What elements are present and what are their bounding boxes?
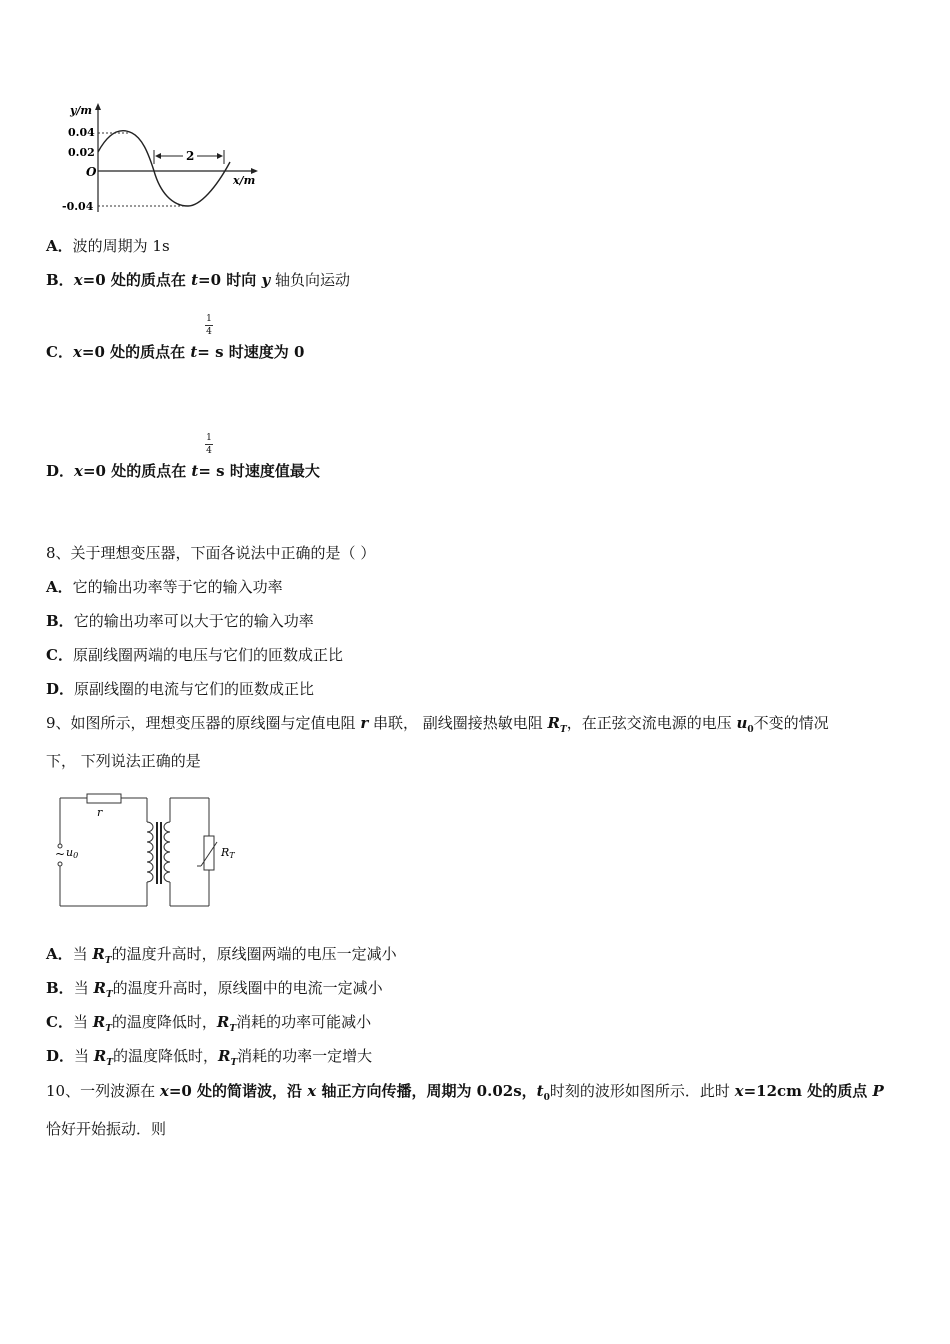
text-part: = bbox=[197, 343, 210, 361]
wave-graph bbox=[60, 100, 270, 218]
option-text: 波的周期为 1s bbox=[72, 237, 170, 255]
option-text: 的温度降低时， bbox=[111, 1013, 217, 1031]
var-t: t bbox=[191, 462, 199, 480]
subscript: T bbox=[105, 990, 113, 1000]
var-x: x bbox=[72, 343, 82, 361]
resistor-r bbox=[87, 794, 121, 803]
denominator: 4 bbox=[206, 327, 212, 337]
var-t: t bbox=[191, 271, 199, 289]
subscript: T bbox=[106, 1058, 113, 1068]
var-R: R bbox=[547, 714, 561, 732]
source-tilde: ~ bbox=[55, 847, 66, 861]
var-R: R bbox=[92, 945, 105, 963]
text-part: 当 bbox=[72, 1013, 93, 1031]
option-letter: D． bbox=[46, 680, 75, 698]
option-letter: D． bbox=[46, 462, 75, 480]
q9-option-c bbox=[46, 1012, 371, 1039]
numerator: 1 bbox=[206, 314, 212, 324]
q10-stem bbox=[46, 1081, 884, 1108]
q8-option-b bbox=[46, 611, 314, 631]
var-u: u bbox=[736, 714, 748, 732]
var-x: x bbox=[734, 1082, 744, 1100]
q7-option-a bbox=[46, 236, 170, 256]
text-part: 串联， 副线圈接热敏电阻 bbox=[368, 714, 548, 732]
text-part: 轴正方向传播，周期为 0.02s， bbox=[316, 1082, 537, 1100]
primary-coil bbox=[147, 822, 153, 882]
source-label: u0 bbox=[66, 846, 79, 860]
distance-arrow-left bbox=[155, 153, 161, 159]
q8-stem: 8、关于理想变压器，下面各说法中正确的是（ ） bbox=[46, 544, 376, 562]
option-letter: B． bbox=[46, 979, 74, 997]
var-P: P bbox=[872, 1082, 884, 1100]
q8-option-a bbox=[46, 577, 283, 597]
text-part: =0 处的质点在 bbox=[82, 271, 192, 289]
text-part: 时刻的波形如图所示．此时 bbox=[549, 1082, 735, 1100]
q9-option-d bbox=[46, 1046, 372, 1073]
var-t: t bbox=[536, 1082, 544, 1100]
text-part: 当 bbox=[72, 945, 93, 963]
source-terminal-bottom bbox=[58, 862, 62, 866]
numerator: 1 bbox=[206, 433, 212, 443]
var-R: R bbox=[93, 979, 106, 997]
text-part: =12cm 处的质点 bbox=[743, 1082, 873, 1100]
text-part: 当 bbox=[74, 1047, 94, 1065]
var-R: R bbox=[93, 1047, 107, 1065]
denominator: 4 bbox=[206, 446, 212, 456]
q9-stem-line2: 下， 下列说法正确的是 bbox=[46, 752, 201, 770]
thermistor-rt bbox=[204, 836, 214, 870]
text-part: 轴负向运动 bbox=[270, 271, 350, 289]
option-text: 消耗的功率可能减小 bbox=[236, 1013, 372, 1031]
text-part: =0 时向 bbox=[198, 271, 262, 289]
distance-arrow-right bbox=[217, 153, 223, 159]
subscript: T bbox=[104, 956, 112, 966]
var-R: R bbox=[92, 1013, 106, 1031]
var-x: x bbox=[159, 1082, 169, 1100]
tick-label-bottom: -0.04 bbox=[62, 200, 94, 213]
q8-option-d bbox=[46, 679, 314, 699]
x-axis-label: x/m bbox=[233, 174, 256, 187]
option-text: 它的输出功率等于它的输入功率 bbox=[72, 578, 283, 596]
origin-label: O bbox=[86, 165, 97, 179]
subscript: T bbox=[560, 725, 567, 735]
option-letter: C． bbox=[46, 646, 73, 664]
subscript: T bbox=[229, 1024, 237, 1034]
text-part: =0 处的质点在 bbox=[82, 462, 192, 480]
var-R: R bbox=[217, 1047, 231, 1065]
fraction-c bbox=[203, 314, 215, 337]
subscript: 0 bbox=[747, 725, 754, 735]
transformer-circuit bbox=[55, 788, 245, 912]
text-part: 9、如图所示，理想变压器的原线圈与定值电阻 bbox=[46, 714, 361, 732]
secondary-coil bbox=[164, 822, 170, 882]
tick-label-top: 0.04 bbox=[68, 126, 95, 139]
text-part: =0 处的质点在 bbox=[81, 343, 191, 361]
q7-option-d bbox=[46, 461, 320, 481]
q9-option-a bbox=[46, 944, 397, 971]
option-text: 的温度升高时，原线圈两端的电压一定减小 bbox=[111, 945, 397, 963]
var-x: x bbox=[307, 1082, 317, 1100]
text-part: ，在正弦交流电源的电压 bbox=[566, 714, 737, 732]
text-part: 当 bbox=[73, 979, 94, 997]
q7-option-c bbox=[46, 342, 304, 362]
q9-stem bbox=[46, 713, 829, 740]
resistor-r-label: r bbox=[97, 806, 103, 819]
q7-option-b bbox=[46, 270, 350, 290]
var-R: R bbox=[216, 1013, 230, 1031]
q8-option-c bbox=[46, 645, 343, 665]
option-text: 的温度降低时， bbox=[112, 1047, 218, 1065]
option-letter: A． bbox=[46, 578, 73, 596]
option-letter: B． bbox=[46, 271, 74, 289]
option-letter: B． bbox=[46, 612, 74, 630]
q9-option-b bbox=[46, 978, 383, 1005]
option-text: 原副线圈的电流与它们的匝数成正比 bbox=[74, 680, 315, 698]
var-t: t bbox=[190, 343, 198, 361]
var-x: x bbox=[73, 271, 83, 289]
var-r: r bbox=[360, 714, 369, 732]
option-letter: D． bbox=[46, 1047, 75, 1065]
subscript: 0 bbox=[543, 1093, 550, 1103]
text-part: s 时速度值最大 bbox=[210, 462, 320, 480]
fraction-d bbox=[203, 433, 215, 456]
subscript: T bbox=[105, 1024, 112, 1034]
option-text: 的温度升高时，原线圈中的电流一定减小 bbox=[112, 979, 383, 997]
y-axis-arrow bbox=[95, 103, 101, 110]
thermistor-label: RT bbox=[221, 846, 235, 860]
option-letter: C． bbox=[46, 1013, 73, 1031]
q10-stem-line2: 恰好开始振动．则 bbox=[46, 1120, 167, 1138]
wave-curve bbox=[98, 131, 230, 206]
tick-label-mid: 0.02 bbox=[68, 146, 95, 159]
option-text: 原副线圈两端的电压与它们的匝数成正比 bbox=[72, 646, 343, 664]
option-letter: C． bbox=[46, 343, 73, 361]
text-part: s 时速度为 0 bbox=[209, 343, 305, 361]
text-part: = bbox=[198, 462, 211, 480]
subscript: T bbox=[230, 1058, 238, 1068]
option-letter: A． bbox=[46, 237, 73, 255]
y-axis-label: y/m bbox=[70, 104, 93, 117]
var-x: x bbox=[74, 462, 83, 480]
text-part: =0 处的简谐波，沿 bbox=[168, 1082, 308, 1100]
text-part: 10、一列波源在 bbox=[46, 1082, 160, 1100]
distance-label: 2 bbox=[186, 149, 195, 163]
var-y: y bbox=[261, 271, 271, 289]
text-part: 不变的情况 bbox=[753, 714, 829, 732]
option-letter: A． bbox=[46, 945, 73, 963]
option-text: 消耗的功率一定增大 bbox=[237, 1047, 373, 1065]
option-text: 它的输出功率可以大于它的输入功率 bbox=[73, 612, 314, 630]
